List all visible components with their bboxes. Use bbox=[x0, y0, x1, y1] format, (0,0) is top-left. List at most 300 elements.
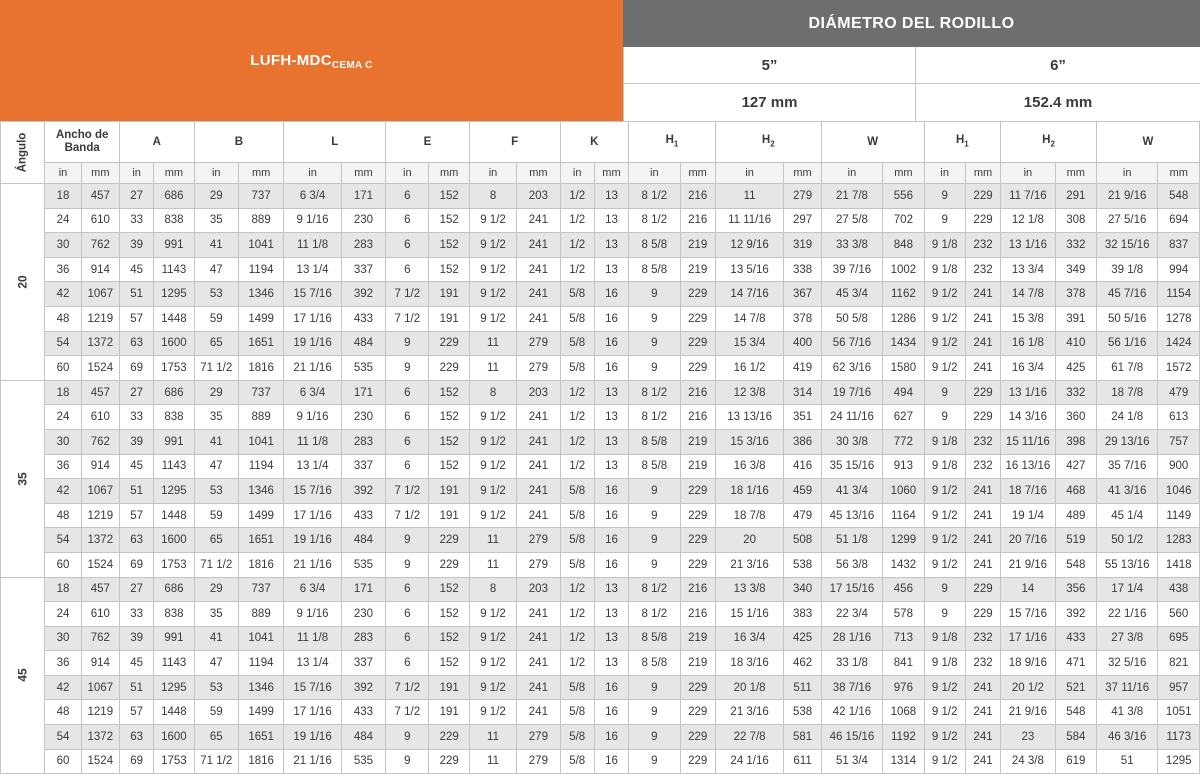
table-cell: 13 1/16 bbox=[1001, 380, 1055, 405]
table-cell: 11 bbox=[469, 552, 516, 577]
table-cell: 283 bbox=[341, 429, 385, 454]
table-cell: 18 9/16 bbox=[1001, 651, 1055, 676]
table-cell: 1278 bbox=[1158, 306, 1200, 331]
table-cell: 9 1/2 bbox=[469, 429, 516, 454]
table-cell: 57 bbox=[119, 306, 153, 331]
table-cell: 9 1/8 bbox=[924, 651, 965, 676]
table-cell: 13 3/4 bbox=[1001, 257, 1055, 282]
table-cell: 841 bbox=[883, 651, 924, 676]
table-cell: 152 bbox=[429, 184, 469, 209]
table-cell: 9 1/2 bbox=[924, 282, 965, 307]
table-cell: 914 bbox=[81, 257, 119, 282]
table-cell: 340 bbox=[784, 577, 821, 602]
table-cell: 1816 bbox=[238, 552, 283, 577]
table-cell: 230 bbox=[341, 208, 385, 233]
table-row bbox=[1, 577, 1200, 602]
table-cell: 229 bbox=[965, 405, 1000, 430]
table-cell: 581 bbox=[784, 725, 821, 750]
table-cell: 433 bbox=[341, 306, 385, 331]
table-cell: 241 bbox=[517, 405, 560, 430]
col-h2-5in-header: $H_2$ bbox=[715, 122, 821, 163]
table-cell: 16 3/4 bbox=[1001, 356, 1055, 381]
table-cell: 5/8 bbox=[560, 356, 594, 381]
table-cell: 18 bbox=[45, 184, 81, 209]
table-cell: 694 bbox=[1158, 208, 1200, 233]
col-h2-6in-header: $H_2$ bbox=[1001, 122, 1097, 163]
table-cell: 848 bbox=[883, 233, 924, 258]
table-cell: 838 bbox=[154, 208, 194, 233]
table-cell: 627 bbox=[883, 405, 924, 430]
table-cell: 229 bbox=[680, 306, 715, 331]
table-cell: 24 bbox=[45, 208, 81, 233]
table-cell: 17 15/16 bbox=[821, 577, 883, 602]
table-cell: 308 bbox=[1055, 208, 1096, 233]
table-cell: 1580 bbox=[883, 356, 924, 381]
table-cell: 15 3/4 bbox=[715, 331, 784, 356]
table-cell: 69 bbox=[119, 552, 153, 577]
table-cell: 241 bbox=[965, 528, 1000, 553]
table-row bbox=[1, 626, 1200, 651]
table-cell: 279 bbox=[517, 749, 560, 774]
table-cell: 51 bbox=[119, 479, 153, 504]
table-cell: 71 1/2 bbox=[194, 356, 238, 381]
col-w-5in-header: W bbox=[821, 122, 924, 163]
table-cell: 39 1/8 bbox=[1096, 257, 1158, 282]
table-cell: 19 1/4 bbox=[1001, 503, 1055, 528]
table-cell: 1002 bbox=[883, 257, 924, 282]
table-cell: 1/2 bbox=[560, 405, 594, 430]
table-cell: 152 bbox=[429, 651, 469, 676]
table-cell: 152 bbox=[429, 380, 469, 405]
table-cell: 152 bbox=[429, 208, 469, 233]
unit-in-header: in bbox=[1001, 163, 1055, 184]
table-cell: 8 5/8 bbox=[629, 257, 680, 282]
table-cell: 13 1/16 bbox=[1001, 233, 1055, 258]
table-cell: 241 bbox=[517, 503, 560, 528]
table-cell: 19 1/16 bbox=[284, 331, 341, 356]
table-cell: 229 bbox=[680, 725, 715, 750]
table-cell: 438 bbox=[1158, 577, 1200, 602]
table-row bbox=[1, 429, 1200, 454]
table-cell: 1346 bbox=[238, 282, 283, 307]
table-cell: 39 7/16 bbox=[821, 257, 883, 282]
table-cell: 21 7/8 bbox=[821, 184, 883, 209]
table-row bbox=[1, 306, 1200, 331]
table-cell: 229 bbox=[680, 552, 715, 577]
table-row bbox=[1, 184, 1200, 209]
table-cell: 8 1/2 bbox=[629, 405, 680, 430]
table-cell: 16 1/2 bbox=[715, 356, 784, 381]
table-cell: 378 bbox=[784, 306, 821, 331]
table-cell: 9 bbox=[629, 700, 680, 725]
table-cell: 59 bbox=[194, 306, 238, 331]
table-cell: 332 bbox=[1055, 233, 1096, 258]
table-cell: 11 bbox=[469, 749, 516, 774]
table-cell: 55 13/16 bbox=[1096, 552, 1158, 577]
table-cell: 1060 bbox=[883, 479, 924, 504]
table-cell: 484 bbox=[341, 331, 385, 356]
table-cell: 7 1/2 bbox=[386, 503, 429, 528]
table-cell: 39 bbox=[119, 233, 153, 258]
table-cell: 241 bbox=[517, 306, 560, 331]
table-cell: 9 1/2 bbox=[469, 675, 516, 700]
table-cell: 9 1/2 bbox=[469, 454, 516, 479]
table-cell: 50 1/2 bbox=[1096, 528, 1158, 553]
table-cell: 8 1/2 bbox=[629, 208, 680, 233]
table-cell: 18 1/16 bbox=[715, 479, 784, 504]
table-row bbox=[1, 552, 1200, 577]
unit-in-header: in bbox=[560, 163, 594, 184]
col-e-header: E bbox=[386, 122, 470, 163]
unit-mm-header: mm bbox=[341, 163, 385, 184]
table-cell: 1143 bbox=[154, 651, 194, 676]
table-cell: 695 bbox=[1158, 626, 1200, 651]
table-cell: 8 1/2 bbox=[629, 380, 680, 405]
table-cell: 16 1/8 bbox=[1001, 331, 1055, 356]
table-cell: 14 7/8 bbox=[1001, 282, 1055, 307]
table-cell: 191 bbox=[429, 675, 469, 700]
table-cell: 35 7/16 bbox=[1096, 454, 1158, 479]
table-cell: 548 bbox=[1158, 184, 1200, 209]
table-cell: 9 1/2 bbox=[924, 552, 965, 577]
table-cell: 17 1/4 bbox=[1096, 577, 1158, 602]
table-cell: 63 bbox=[119, 528, 153, 553]
table-cell: 900 bbox=[1158, 454, 1200, 479]
table-cell: 976 bbox=[883, 675, 924, 700]
table-cell: 21 9/16 bbox=[1096, 184, 1158, 209]
table-cell: 9 1/2 bbox=[924, 749, 965, 774]
table-cell: 9 1/2 bbox=[924, 331, 965, 356]
table-cell: 1/2 bbox=[560, 429, 594, 454]
table-cell: 9 1/2 bbox=[924, 479, 965, 504]
table-cell: 410 bbox=[1055, 331, 1096, 356]
table-cell: 914 bbox=[81, 454, 119, 479]
table-cell: 219 bbox=[680, 233, 715, 258]
table-cell: 8 bbox=[469, 577, 516, 602]
table-cell: 279 bbox=[517, 528, 560, 553]
table-cell: 9 1/2 bbox=[469, 405, 516, 430]
table-cell: 16 bbox=[594, 306, 628, 331]
table-cell: 772 bbox=[883, 429, 924, 454]
table-cell: 337 bbox=[341, 257, 385, 282]
table-cell: 65 bbox=[194, 725, 238, 750]
table-cell: 13 bbox=[594, 233, 628, 258]
table-cell: 1499 bbox=[238, 306, 283, 331]
table-cell: 1753 bbox=[154, 356, 194, 381]
table-cell: 152 bbox=[429, 577, 469, 602]
table-cell: 54 bbox=[45, 331, 81, 356]
table-cell: 13 bbox=[594, 208, 628, 233]
table-cell: 41 bbox=[194, 626, 238, 651]
table-cell: 1041 bbox=[238, 626, 283, 651]
table-cell: 16 bbox=[594, 479, 628, 504]
table-cell: 39 bbox=[119, 429, 153, 454]
table-cell: 386 bbox=[784, 429, 821, 454]
table-cell: 425 bbox=[1055, 356, 1096, 381]
table-row bbox=[1, 208, 1200, 233]
table-cell: 889 bbox=[238, 405, 283, 430]
table-row bbox=[1, 257, 1200, 282]
table-cell: 5/8 bbox=[560, 749, 594, 774]
table-row bbox=[1, 528, 1200, 553]
table-cell: 9 1/2 bbox=[469, 257, 516, 282]
table-cell: 7 1/2 bbox=[386, 700, 429, 725]
table-cell: 838 bbox=[154, 602, 194, 627]
table-cell: 1219 bbox=[81, 306, 119, 331]
table-cell: 1299 bbox=[883, 528, 924, 553]
unit-mm-header: mm bbox=[1158, 163, 1200, 184]
table-cell: 9 bbox=[924, 208, 965, 233]
table-cell: 1143 bbox=[154, 454, 194, 479]
table-cell: 8 5/8 bbox=[629, 626, 680, 651]
table-cell: 171 bbox=[341, 577, 385, 602]
table-cell: 737 bbox=[238, 184, 283, 209]
table-cell: 433 bbox=[1055, 626, 1096, 651]
table-cell: 20 bbox=[715, 528, 784, 553]
unit-in-header: in bbox=[821, 163, 883, 184]
table-cell: 59 bbox=[194, 700, 238, 725]
table-cell: 457 bbox=[81, 184, 119, 209]
table-cell: 479 bbox=[1158, 380, 1200, 405]
table-cell: 13 1/4 bbox=[284, 651, 341, 676]
table-cell: 9 bbox=[386, 528, 429, 553]
table-cell: 560 bbox=[1158, 602, 1200, 627]
table-cell: 1143 bbox=[154, 257, 194, 282]
table-cell: 152 bbox=[429, 454, 469, 479]
table-cell: 283 bbox=[341, 626, 385, 651]
table-cell: 538 bbox=[784, 552, 821, 577]
table-cell: 35 bbox=[194, 405, 238, 430]
table-cell: 349 bbox=[1055, 257, 1096, 282]
table-cell: 230 bbox=[341, 602, 385, 627]
table-cell: 21 9/16 bbox=[1001, 700, 1055, 725]
table-cell: 821 bbox=[1158, 651, 1200, 676]
table-cell: 11 1/8 bbox=[284, 233, 341, 258]
table-cell: 48 bbox=[45, 700, 81, 725]
table-cell: 152 bbox=[429, 405, 469, 430]
table-cell: 71 1/2 bbox=[194, 749, 238, 774]
table-cell: 14 bbox=[1001, 577, 1055, 602]
table-cell: 484 bbox=[341, 528, 385, 553]
table-cell: 11 bbox=[469, 331, 516, 356]
table-cell: 229 bbox=[680, 700, 715, 725]
table-cell: 548 bbox=[1055, 700, 1096, 725]
table-cell: 191 bbox=[429, 282, 469, 307]
table-cell: 18 7/8 bbox=[715, 503, 784, 528]
table-cell: 229 bbox=[680, 479, 715, 504]
table-cell: 42 bbox=[45, 479, 81, 504]
table-cell: 1/2 bbox=[560, 257, 594, 282]
table-cell: 203 bbox=[517, 380, 560, 405]
table-cell: 13 bbox=[594, 577, 628, 602]
table-cell: 584 bbox=[1055, 725, 1096, 750]
table-cell: 16 bbox=[594, 700, 628, 725]
table-cell: 241 bbox=[965, 675, 1000, 700]
unit-header-row bbox=[1, 163, 1200, 184]
table-cell: 41 bbox=[194, 429, 238, 454]
table-cell: 15 7/16 bbox=[284, 479, 341, 504]
table-cell: 1067 bbox=[81, 675, 119, 700]
table-cell: 462 bbox=[784, 651, 821, 676]
table-cell: 241 bbox=[965, 503, 1000, 528]
table-cell: 216 bbox=[680, 577, 715, 602]
table-cell: 9 1/8 bbox=[924, 429, 965, 454]
table-cell: 9 1/16 bbox=[284, 405, 341, 430]
col-w-6in-header: W bbox=[1096, 122, 1199, 163]
table-cell: 27 bbox=[119, 184, 153, 209]
table-cell: 42 bbox=[45, 675, 81, 700]
table-cell: 338 bbox=[784, 257, 821, 282]
table-cell: 468 bbox=[1055, 479, 1096, 504]
table-cell: 45 13/16 bbox=[821, 503, 883, 528]
table-cell: 9 1/2 bbox=[924, 675, 965, 700]
table-cell: 13 bbox=[594, 626, 628, 651]
table-cell: 1448 bbox=[154, 700, 194, 725]
table-cell: 56 3/8 bbox=[821, 552, 883, 577]
table-cell: 24 bbox=[45, 405, 81, 430]
table-cell: 32 5/16 bbox=[1096, 651, 1158, 676]
table-cell: 41 bbox=[194, 233, 238, 258]
table-cell: 538 bbox=[784, 700, 821, 725]
table-cell: 1068 bbox=[883, 700, 924, 725]
table-cell: 9 bbox=[924, 380, 965, 405]
table-cell: 1/2 bbox=[560, 602, 594, 627]
table-cell: 511 bbox=[784, 675, 821, 700]
table-cell: 1418 bbox=[1158, 552, 1200, 577]
table-cell: 9 bbox=[629, 503, 680, 528]
table-cell: 425 bbox=[784, 626, 821, 651]
table-cell: 1651 bbox=[238, 331, 283, 356]
table-cell: 9 1/2 bbox=[469, 602, 516, 627]
table-cell: 241 bbox=[517, 700, 560, 725]
table-cell: 9 bbox=[924, 184, 965, 209]
table-cell: 16 bbox=[594, 528, 628, 553]
diameter-6in-header: 6” bbox=[915, 47, 1200, 84]
table-cell: 20 1/8 bbox=[715, 675, 784, 700]
table-cell: 241 bbox=[517, 454, 560, 479]
table-cell: 229 bbox=[965, 380, 1000, 405]
table-cell: 1/2 bbox=[560, 184, 594, 209]
table-cell: 1424 bbox=[1158, 331, 1200, 356]
table-cell: 5/8 bbox=[560, 282, 594, 307]
table-cell: 11 bbox=[715, 184, 784, 209]
table-cell: 1219 bbox=[81, 700, 119, 725]
table-cell: 41 3/4 bbox=[821, 479, 883, 504]
table-cell: 69 bbox=[119, 356, 153, 381]
table-cell: 1372 bbox=[81, 331, 119, 356]
table-cell: 30 bbox=[45, 626, 81, 651]
table-cell: 519 bbox=[1055, 528, 1096, 553]
table-cell: 1/2 bbox=[560, 577, 594, 602]
table-row bbox=[1, 725, 1200, 750]
table-cell: 686 bbox=[154, 380, 194, 405]
table-cell: 6 bbox=[386, 208, 429, 233]
table-cell: 219 bbox=[680, 429, 715, 454]
table-cell: 5/8 bbox=[560, 675, 594, 700]
table-cell: 20 1/2 bbox=[1001, 675, 1055, 700]
table-cell: 6 bbox=[386, 405, 429, 430]
table-cell: 9 bbox=[629, 552, 680, 577]
dimensions-table bbox=[0, 121, 1200, 774]
table-cell: 9 bbox=[629, 725, 680, 750]
unit-mm-header: mm bbox=[238, 163, 283, 184]
table-cell: 15 3/16 bbox=[715, 429, 784, 454]
table-cell: 889 bbox=[238, 602, 283, 627]
unit-mm-header: mm bbox=[81, 163, 119, 184]
table-row bbox=[1, 602, 1200, 627]
table-cell: 13 bbox=[594, 405, 628, 430]
table-cell: 51 bbox=[119, 675, 153, 700]
table-cell: 21 3/16 bbox=[715, 552, 784, 577]
table-cell: 6 bbox=[386, 577, 429, 602]
table-cell: 51 1/8 bbox=[821, 528, 883, 553]
table-row bbox=[1, 356, 1200, 381]
table-cell: 9 1/16 bbox=[284, 208, 341, 233]
table-cell: 29 13/16 bbox=[1096, 429, 1158, 454]
table-cell: 9 bbox=[629, 479, 680, 504]
table-cell: 39 bbox=[119, 626, 153, 651]
table-cell: 46 15/16 bbox=[821, 725, 883, 750]
table-cell: 1314 bbox=[883, 749, 924, 774]
table-cell: 232 bbox=[965, 651, 1000, 676]
table-cell: 18 3/16 bbox=[715, 651, 784, 676]
table-cell: 416 bbox=[784, 454, 821, 479]
table-cell: 837 bbox=[1158, 233, 1200, 258]
table-cell: 1219 bbox=[81, 503, 119, 528]
table-cell: 51 bbox=[119, 282, 153, 307]
table-cell: 241 bbox=[517, 282, 560, 307]
unit-mm-header: mm bbox=[965, 163, 1000, 184]
table-cell: 351 bbox=[784, 405, 821, 430]
table-cell: 9 1/8 bbox=[924, 233, 965, 258]
table-cell: 1295 bbox=[154, 282, 194, 307]
unit-mm-header: mm bbox=[784, 163, 821, 184]
table-cell: 219 bbox=[680, 626, 715, 651]
table-cell: 60 bbox=[45, 749, 81, 774]
table-cell: 757 bbox=[1158, 429, 1200, 454]
table-cell: 30 3/8 bbox=[821, 429, 883, 454]
table-cell: 21 1/16 bbox=[284, 552, 341, 577]
table-cell: 279 bbox=[517, 552, 560, 577]
table-cell: 378 bbox=[1055, 282, 1096, 307]
table-cell: 15 7/16 bbox=[1001, 602, 1055, 627]
table-cell: 457 bbox=[81, 577, 119, 602]
table-cell: 1/2 bbox=[560, 233, 594, 258]
angle-group-label: 45 bbox=[1, 577, 45, 774]
table-cell: 991 bbox=[154, 429, 194, 454]
table-cell: 5/8 bbox=[560, 503, 594, 528]
table-cell: 35 15/16 bbox=[821, 454, 883, 479]
table-cell: 8 5/8 bbox=[629, 651, 680, 676]
table-cell: 11 7/16 bbox=[1001, 184, 1055, 209]
table-cell: 1600 bbox=[154, 528, 194, 553]
table-cell: 216 bbox=[680, 405, 715, 430]
table-cell: 13 5/16 bbox=[715, 257, 784, 282]
table-cell: 65 bbox=[194, 528, 238, 553]
table-cell: 6 bbox=[386, 257, 429, 282]
table-cell: 11 bbox=[469, 725, 516, 750]
table-cell: 229 bbox=[429, 331, 469, 356]
table-cell: 59 bbox=[194, 503, 238, 528]
table-cell: 45 bbox=[119, 257, 153, 282]
col-f-header: F bbox=[469, 122, 560, 163]
table-cell: 9 bbox=[386, 725, 429, 750]
table-cell: 5/8 bbox=[560, 700, 594, 725]
table-cell: 1149 bbox=[1158, 503, 1200, 528]
roller-diameter-header: DIÁMETRO DEL RODILLO bbox=[623, 0, 1200, 47]
table-cell: 203 bbox=[517, 577, 560, 602]
table-cell: 1432 bbox=[883, 552, 924, 577]
